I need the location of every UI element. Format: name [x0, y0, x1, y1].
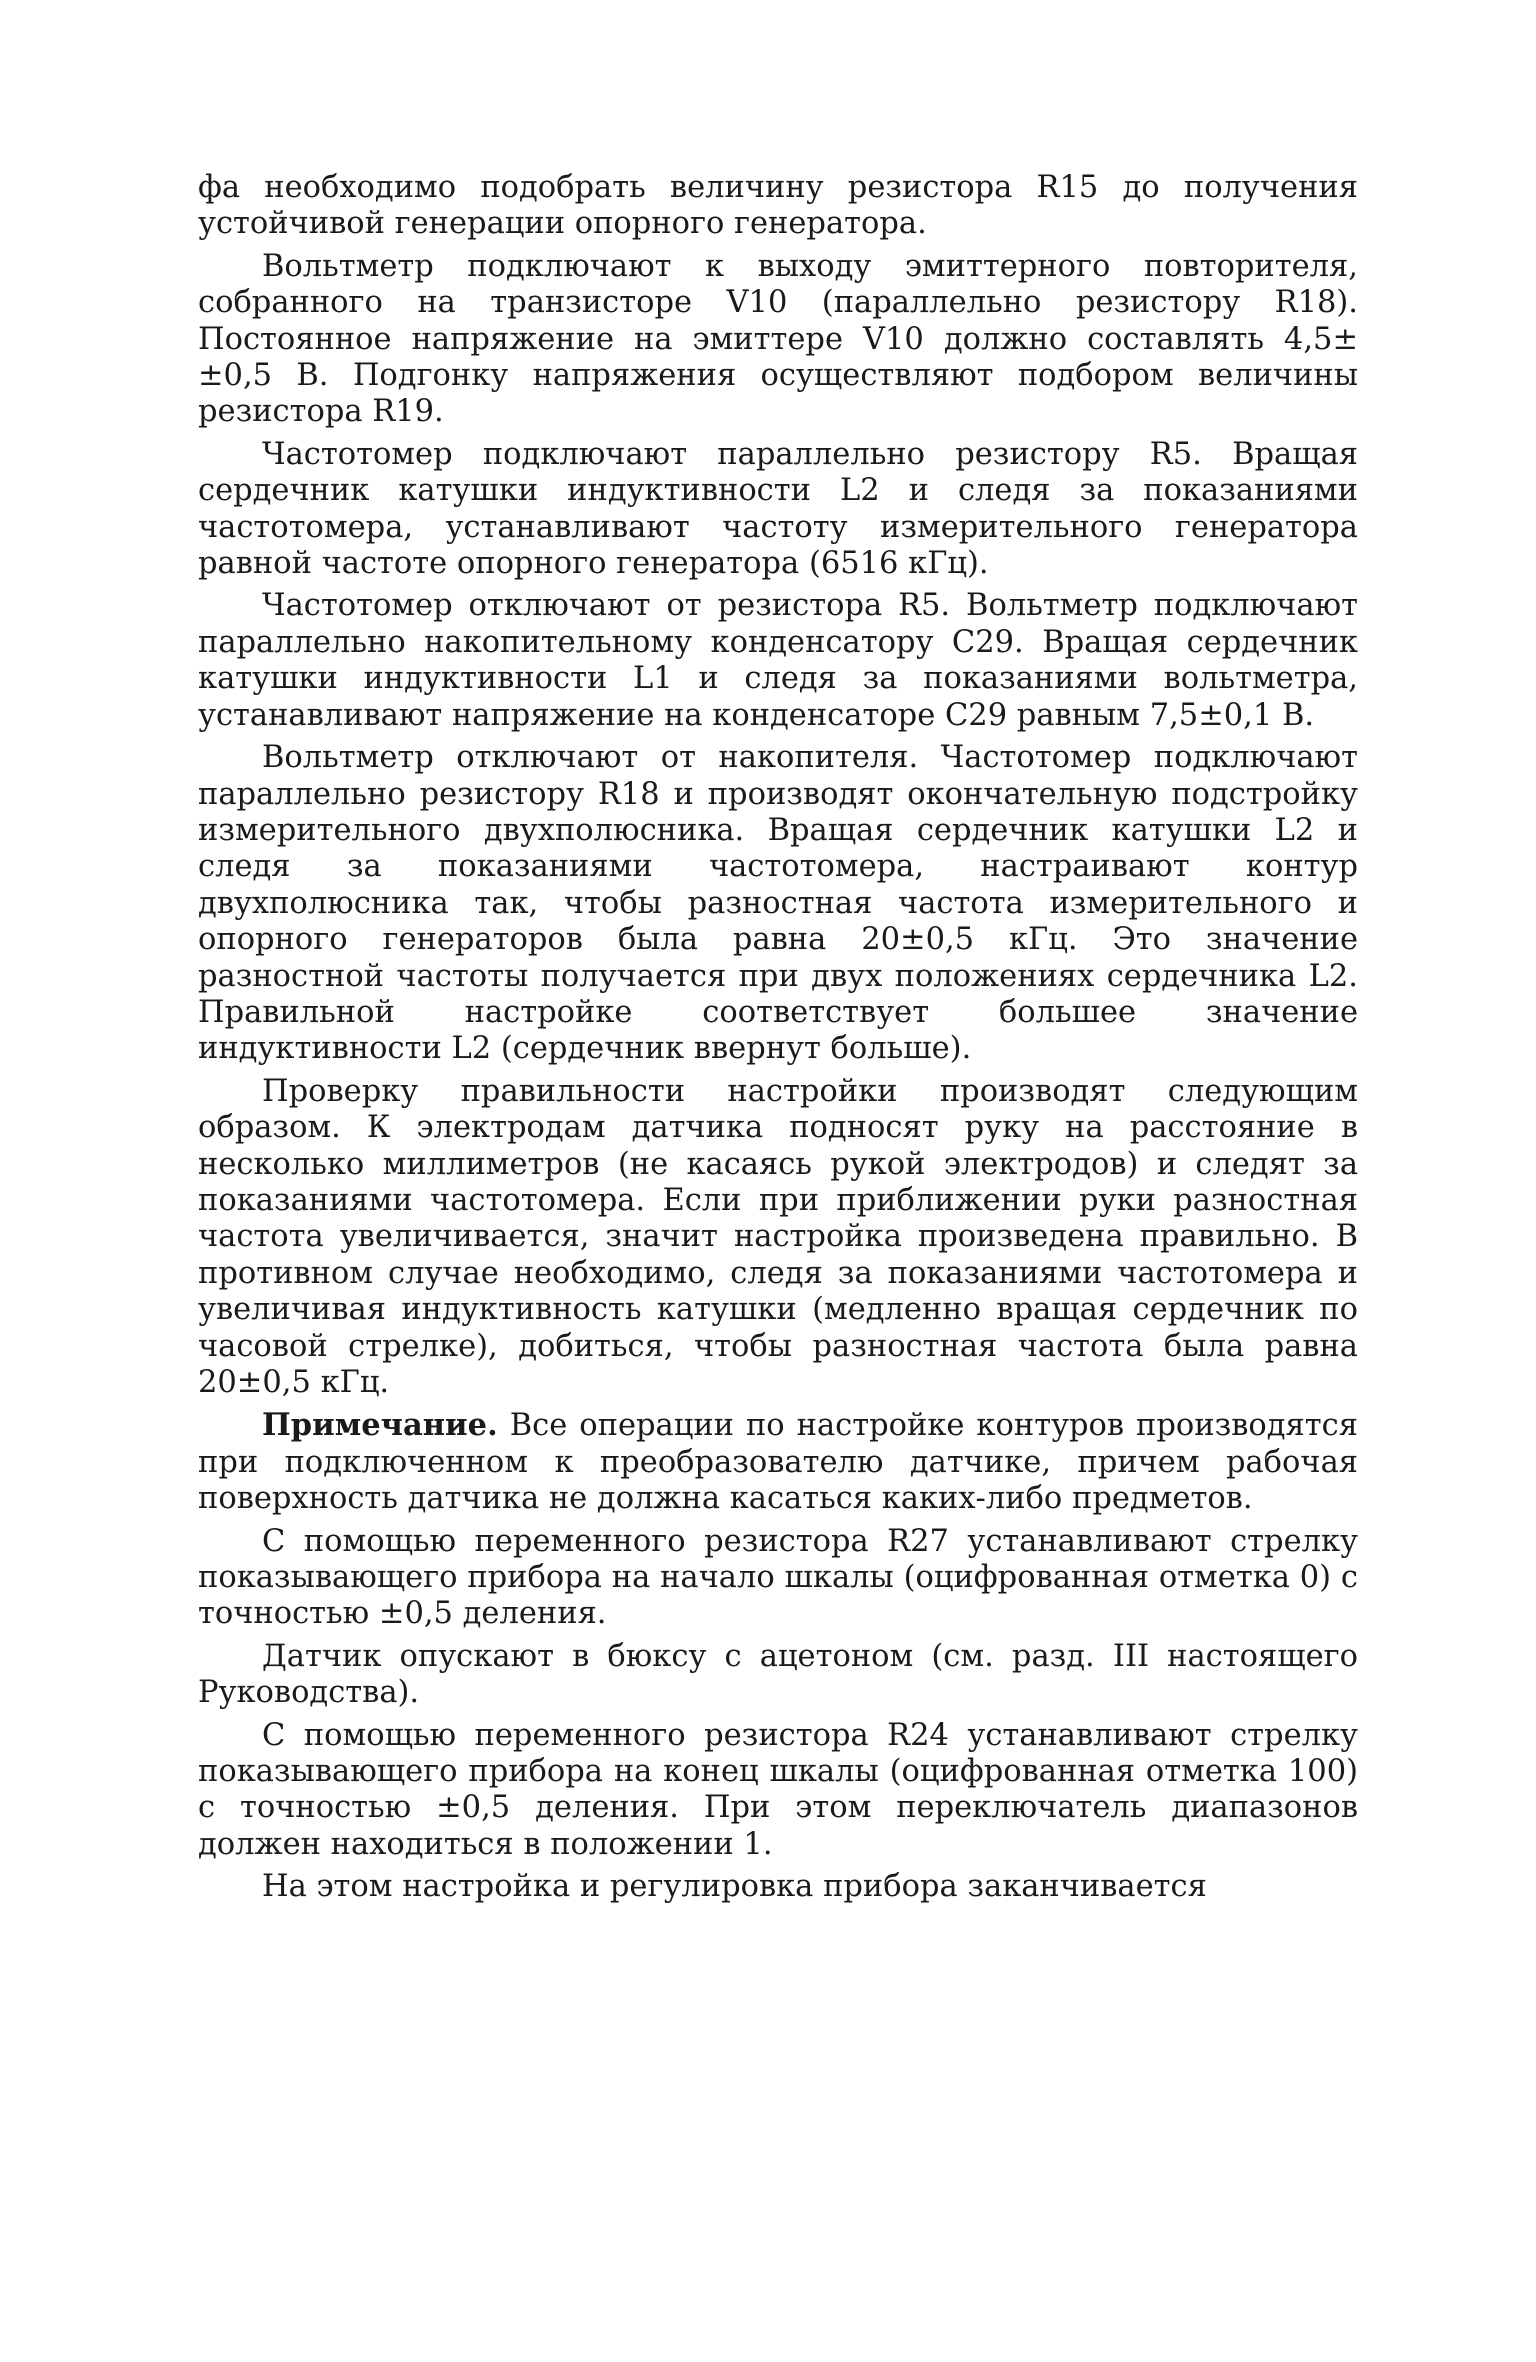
paragraph-1: фа необходимо подобрать величину резистора R15 до получения устойчивой генерации опорного генератора. — [198, 170, 1358, 242]
paragraph-4: Частотомер отключают от резистора R5. Вольтметр подключают параллельно накопительному конденсатору C29. Вращая сердечник катушки индуктивности L1 и следя за показаниями вольтметра, устанавливают напряжение на конденсаторе C29 равным 7,5±0,1 В. — [198, 588, 1358, 733]
paragraph-6: Проверку правильности настройки производят следующим образом. К электродам датчика подносят руку на расстояние в несколько миллиметров (не касаясь рукой электродов) и следят за показаниями частотомера. Если при приближении руки разностная частота увеличивается, значит настройка произведена правильно. В противном случае необходимо, следя за показаниями частотомера и увеличивая индуктивность катушки (медленно вращая сердечник по часовой стрелке), добиться, чтобы разностная частота была равна 20±0,5 кГц. — [198, 1073, 1358, 1400]
paragraph-5: Вольтметр отключают от накопителя. Частотомер подключают параллельно резистору R18 и производят окончательную подстройку измерительного двухполюсника. Вращая сердечник катушки L2 и следя за показаниями частотомера, настраивают контур двухполюсника так, чтобы разностная частота измерительного и опорного генераторов была равна 20±0,5 кГц. Это значение разностной частоты получается при двух положениях сердечника L2. Правильной настройке соответствует большее значение индуктивности L2 (сердечник ввернут больше). — [198, 740, 1358, 1067]
paragraph-11: На этом настройка и регулировка прибора заканчивается — [262, 1869, 1207, 1905]
note-label: Примечание. — [262, 1407, 498, 1444]
document-page — [198, 170, 1358, 1906]
note-paragraph — [198, 1407, 1358, 1517]
paragraph-3: Частотомер подключают параллельно резистору R5. Вращая сердечник катушки индуктивности L2 и следя за показаниями частотомера, устанавливают частоту измерительного генератора равной частоте опорного генератора (6516 кГц). — [198, 436, 1358, 582]
paragraph-8: С помощью переменного резистора R27 устанавливают стрелку показывающего прибора на начало шкалы (оцифрованная отметка 0) с точностью ±0,5 деления. — [198, 1523, 1358, 1632]
paragraph-10: С помощью переменного резистора R24 устанавливают стрелку показывающего прибора на конец шкалы (оцифрованная отметка 100) с точностью ±0,5 деления. При этом переключатель диапазонов должен находиться в положении 1. — [198, 1717, 1358, 1862]
note-text: Все операции по настройке контуров производятся при подключенном к преобразователю датчике, причем рабочая поверхность датчика не должна касаться каких-либо предметов. — [198, 1408, 1358, 1517]
paragraph-2: Вольтметр подключают к выходу эмиттерного повторителя, собранного на транзисторе V10 (параллельно резистору R18). Постоянное напряжение на эмиттере V10 должно составлять 4,5±±0,5 В. Подгонку напряжения осуществляют подбором величины резистора R19. — [198, 248, 1358, 430]
paragraph-9: Датчик опускают в бюксу с ацетоном (см. разд. III настоящего Руководства). — [198, 1638, 1358, 1711]
